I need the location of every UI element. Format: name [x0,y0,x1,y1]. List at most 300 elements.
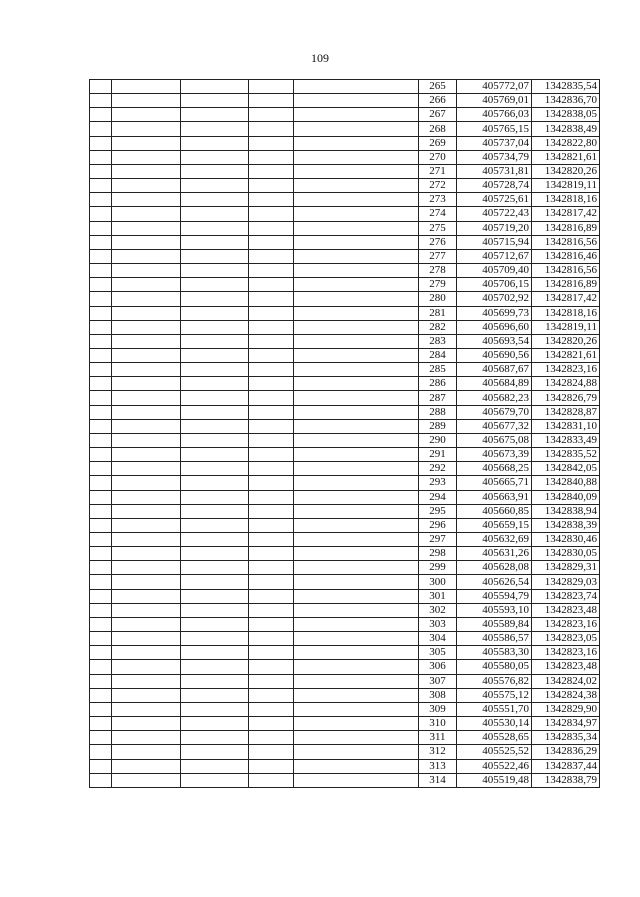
x-coordinate-cell: 405628,08 [457,561,532,575]
empty-cell [112,759,181,773]
y-coordinate-cell: 1342842,05 [532,462,600,476]
x-coordinate-cell: 405519,48 [457,773,532,787]
x-coordinate-cell: 405679,70 [457,405,532,419]
point-number-cell: 310 [419,717,457,731]
y-coordinate-cell: 1342826,79 [532,391,600,405]
point-number-cell: 311 [419,731,457,745]
x-coordinate-cell: 405673,39 [457,448,532,462]
y-coordinate-cell: 1342834,97 [532,717,600,731]
x-coordinate-cell: 405682,23 [457,391,532,405]
empty-cell [112,575,181,589]
table-row [90,363,600,377]
empty-cell [90,249,112,263]
y-coordinate-cell: 1342840,09 [532,490,600,504]
empty-cell [90,759,112,773]
table-row [90,94,600,108]
empty-cell [181,419,249,433]
empty-cell [181,589,249,603]
y-coordinate-cell: 1342840,88 [532,476,600,490]
x-coordinate-cell: 405626,54 [457,575,532,589]
y-coordinate-cell: 1342838,79 [532,773,600,787]
empty-cell [90,377,112,391]
empty-cell [181,717,249,731]
empty-cell [181,235,249,249]
empty-cell [181,617,249,631]
x-coordinate-cell: 405728,74 [457,179,532,193]
point-number-cell: 277 [419,249,457,263]
empty-cell [90,448,112,462]
point-number-cell: 278 [419,264,457,278]
empty-cell [249,377,294,391]
empty-cell [181,150,249,164]
point-number-cell: 295 [419,504,457,518]
empty-cell [249,306,294,320]
empty-cell [90,504,112,518]
empty-cell [249,292,294,306]
table-row [90,164,600,178]
empty-cell [294,249,419,263]
point-number-cell: 298 [419,547,457,561]
empty-cell [112,363,181,377]
point-number-cell: 267 [419,108,457,122]
empty-cell [249,278,294,292]
empty-cell [112,391,181,405]
table-row [90,717,600,731]
point-number-cell: 296 [419,518,457,532]
x-coordinate-cell: 405709,40 [457,264,532,278]
empty-cell [249,504,294,518]
point-number-cell: 265 [419,80,457,94]
empty-cell [90,221,112,235]
empty-cell [249,193,294,207]
empty-cell [294,603,419,617]
y-coordinate-cell: 1342835,34 [532,731,600,745]
empty-cell [294,504,419,518]
empty-cell [112,164,181,178]
point-number-cell: 266 [419,94,457,108]
point-number-cell: 289 [419,419,457,433]
table-row [90,179,600,193]
point-number-cell: 307 [419,674,457,688]
empty-cell [249,632,294,646]
table-row [90,108,600,122]
empty-cell [181,575,249,589]
empty-cell [181,207,249,221]
empty-cell [249,122,294,136]
y-coordinate-cell: 1342821,61 [532,348,600,362]
point-number-cell: 270 [419,150,457,164]
y-coordinate-cell: 1342823,48 [532,660,600,674]
empty-cell [181,476,249,490]
empty-cell [112,334,181,348]
empty-cell [294,518,419,532]
y-coordinate-cell: 1342818,16 [532,306,600,320]
empty-cell [294,235,419,249]
empty-cell [90,108,112,122]
empty-cell [181,164,249,178]
point-number-cell: 274 [419,207,457,221]
empty-cell [249,773,294,787]
x-coordinate-cell: 405575,12 [457,688,532,702]
empty-cell [249,518,294,532]
page-number: 109 [311,51,329,65]
y-coordinate-cell: 1342823,16 [532,617,600,631]
empty-cell [112,348,181,362]
empty-cell [249,80,294,94]
table-row [90,589,600,603]
empty-cell [90,490,112,504]
point-number-cell: 276 [419,235,457,249]
empty-cell [294,674,419,688]
x-coordinate-cell: 405668,25 [457,462,532,476]
empty-cell [90,136,112,150]
empty-cell [249,207,294,221]
empty-cell [112,518,181,532]
x-coordinate-cell: 405719,20 [457,221,532,235]
empty-cell [112,547,181,561]
empty-cell [90,660,112,674]
point-number-cell: 308 [419,688,457,702]
empty-cell [90,320,112,334]
empty-cell [90,702,112,716]
empty-cell [294,207,419,221]
empty-cell [181,547,249,561]
empty-cell [294,433,419,447]
y-coordinate-cell: 1342816,89 [532,278,600,292]
table-row [90,603,600,617]
empty-cell [181,391,249,405]
empty-cell [294,94,419,108]
empty-cell [112,674,181,688]
empty-cell [294,363,419,377]
table-row [90,745,600,759]
point-number-cell: 302 [419,603,457,617]
empty-cell [294,348,419,362]
empty-cell [294,405,419,419]
empty-cell [249,235,294,249]
table-row [90,702,600,716]
empty-cell [112,717,181,731]
empty-cell [294,745,419,759]
empty-cell [90,122,112,136]
empty-cell [112,80,181,94]
empty-cell [90,207,112,221]
point-number-cell: 272 [419,179,457,193]
empty-cell [181,108,249,122]
empty-cell [90,603,112,617]
x-coordinate-cell: 405593,10 [457,603,532,617]
y-coordinate-cell: 1342823,05 [532,632,600,646]
empty-cell [294,108,419,122]
empty-cell [249,688,294,702]
empty-cell [181,504,249,518]
empty-cell [112,207,181,221]
x-coordinate-cell: 405715,94 [457,235,532,249]
empty-cell [249,462,294,476]
empty-cell [181,745,249,759]
x-coordinate-cell: 405766,03 [457,108,532,122]
empty-cell [294,773,419,787]
x-coordinate-cell: 405722,43 [457,207,532,221]
empty-cell [90,348,112,362]
empty-cell [112,179,181,193]
empty-cell [181,433,249,447]
y-coordinate-cell: 1342838,49 [532,122,600,136]
x-coordinate-cell: 405583,30 [457,646,532,660]
x-coordinate-cell: 405693,54 [457,334,532,348]
empty-cell [294,136,419,150]
point-number-cell: 282 [419,320,457,334]
empty-cell [294,660,419,674]
y-coordinate-cell: 1342836,29 [532,745,600,759]
table-row [90,688,600,702]
empty-cell [112,476,181,490]
empty-cell [90,235,112,249]
empty-cell [181,773,249,787]
x-coordinate-cell: 405663,91 [457,490,532,504]
empty-cell [112,249,181,263]
empty-cell [112,306,181,320]
table-row [90,264,600,278]
x-coordinate-cell: 405734,79 [457,150,532,164]
y-coordinate-cell: 1342824,88 [532,377,600,391]
empty-cell [181,632,249,646]
x-coordinate-cell: 405696,60 [457,320,532,334]
empty-cell [249,575,294,589]
empty-cell [294,717,419,731]
empty-cell [90,547,112,561]
empty-cell [181,348,249,362]
empty-cell [112,264,181,278]
empty-cell [181,674,249,688]
empty-cell [112,589,181,603]
empty-cell [112,448,181,462]
empty-cell [112,320,181,334]
empty-cell [249,264,294,278]
empty-cell [112,490,181,504]
empty-cell [294,164,419,178]
point-number-cell: 268 [419,122,457,136]
point-number-cell: 286 [419,377,457,391]
x-coordinate-cell: 405594,79 [457,589,532,603]
y-coordinate-cell: 1342837,44 [532,759,600,773]
empty-cell [112,561,181,575]
x-coordinate-cell: 405551,70 [457,702,532,716]
empty-cell [249,646,294,660]
table-row [90,575,600,589]
empty-cell [249,660,294,674]
empty-cell [112,533,181,547]
empty-cell [90,773,112,787]
table-row [90,193,600,207]
table-row [90,292,600,306]
empty-cell [90,391,112,405]
empty-cell [90,433,112,447]
empty-cell [181,80,249,94]
y-coordinate-cell: 1342838,05 [532,108,600,122]
empty-cell [112,94,181,108]
table-row [90,660,600,674]
x-coordinate-cell: 405580,05 [457,660,532,674]
y-coordinate-cell: 1342838,94 [532,504,600,518]
x-coordinate-cell: 405522,46 [457,759,532,773]
point-number-cell: 279 [419,278,457,292]
empty-cell [112,419,181,433]
empty-cell [181,193,249,207]
x-coordinate-cell: 405684,89 [457,377,532,391]
empty-cell [112,193,181,207]
table-row [90,617,600,631]
table-row [90,249,600,263]
empty-cell [181,660,249,674]
x-coordinate-cell: 405665,71 [457,476,532,490]
table-row [90,320,600,334]
empty-cell [294,589,419,603]
table-row [90,221,600,235]
empty-cell [90,717,112,731]
table-row [90,462,600,476]
y-coordinate-cell: 1342829,31 [532,561,600,575]
empty-cell [181,731,249,745]
y-coordinate-cell: 1342820,26 [532,164,600,178]
point-number-cell: 309 [419,702,457,716]
point-number-cell: 281 [419,306,457,320]
empty-cell [249,164,294,178]
y-coordinate-cell: 1342831,10 [532,419,600,433]
x-coordinate-cell: 405731,81 [457,164,532,178]
table-row [90,518,600,532]
point-number-cell: 284 [419,348,457,362]
empty-cell [294,419,419,433]
y-coordinate-cell: 1342819,11 [532,320,600,334]
empty-cell [249,348,294,362]
point-number-cell: 291 [419,448,457,462]
y-coordinate-cell: 1342820,26 [532,334,600,348]
empty-cell [90,518,112,532]
empty-cell [90,674,112,688]
table-row [90,731,600,745]
empty-cell [181,759,249,773]
empty-cell [90,94,112,108]
empty-cell [90,164,112,178]
y-coordinate-cell: 1342817,42 [532,207,600,221]
x-coordinate-cell: 405528,65 [457,731,532,745]
point-number-cell: 303 [419,617,457,631]
empty-cell [112,462,181,476]
empty-cell [294,759,419,773]
empty-cell [249,108,294,122]
empty-cell [90,179,112,193]
x-coordinate-cell: 405699,73 [457,306,532,320]
empty-cell [294,688,419,702]
table-row [90,674,600,688]
x-coordinate-cell: 405769,01 [457,94,532,108]
empty-cell [294,575,419,589]
point-number-cell: 313 [419,759,457,773]
empty-cell [249,150,294,164]
y-coordinate-cell: 1342830,46 [532,533,600,547]
empty-cell [294,462,419,476]
empty-cell [90,264,112,278]
empty-cell [181,122,249,136]
empty-cell [294,391,419,405]
empty-cell [90,292,112,306]
empty-cell [112,660,181,674]
empty-cell [90,193,112,207]
empty-cell [181,334,249,348]
empty-cell [249,617,294,631]
y-coordinate-cell: 1342822,80 [532,136,600,150]
x-coordinate-cell: 405702,92 [457,292,532,306]
table-row [90,377,600,391]
y-coordinate-cell: 1342835,54 [532,80,600,94]
point-number-cell: 273 [419,193,457,207]
empty-cell [112,745,181,759]
y-coordinate-cell: 1342829,03 [532,575,600,589]
empty-cell [249,448,294,462]
table-row [90,448,600,462]
empty-cell [112,632,181,646]
y-coordinate-cell: 1342836,70 [532,94,600,108]
empty-cell [294,306,419,320]
point-number-cell: 288 [419,405,457,419]
table-row [90,278,600,292]
empty-cell [181,363,249,377]
empty-cell [181,377,249,391]
empty-cell [294,533,419,547]
point-number-cell: 275 [419,221,457,235]
empty-cell [112,405,181,419]
empty-cell [249,533,294,547]
empty-cell [181,320,249,334]
x-coordinate-cell: 405632,69 [457,533,532,547]
y-coordinate-cell: 1342824,38 [532,688,600,702]
empty-cell [90,306,112,320]
empty-cell [90,405,112,419]
empty-cell [90,731,112,745]
empty-cell [181,405,249,419]
table-row [90,561,600,575]
x-coordinate-cell: 405772,07 [457,80,532,94]
empty-cell [249,589,294,603]
empty-cell [90,646,112,660]
empty-cell [249,490,294,504]
empty-cell [181,136,249,150]
x-coordinate-cell: 405586,57 [457,632,532,646]
empty-cell [112,235,181,249]
y-coordinate-cell: 1342828,87 [532,405,600,419]
empty-cell [294,646,419,660]
point-number-cell: 305 [419,646,457,660]
x-coordinate-cell: 405589,84 [457,617,532,631]
table-row [90,136,600,150]
empty-cell [181,518,249,532]
empty-cell [294,292,419,306]
x-coordinate-cell: 405576,82 [457,674,532,688]
empty-cell [249,674,294,688]
empty-cell [112,731,181,745]
empty-cell [90,476,112,490]
empty-cell [294,476,419,490]
y-coordinate-cell: 1342816,46 [532,249,600,263]
table-row [90,80,600,94]
empty-cell [249,320,294,334]
empty-cell [249,405,294,419]
empty-cell [90,462,112,476]
empty-cell [112,136,181,150]
empty-cell [90,561,112,575]
y-coordinate-cell: 1342816,56 [532,264,600,278]
